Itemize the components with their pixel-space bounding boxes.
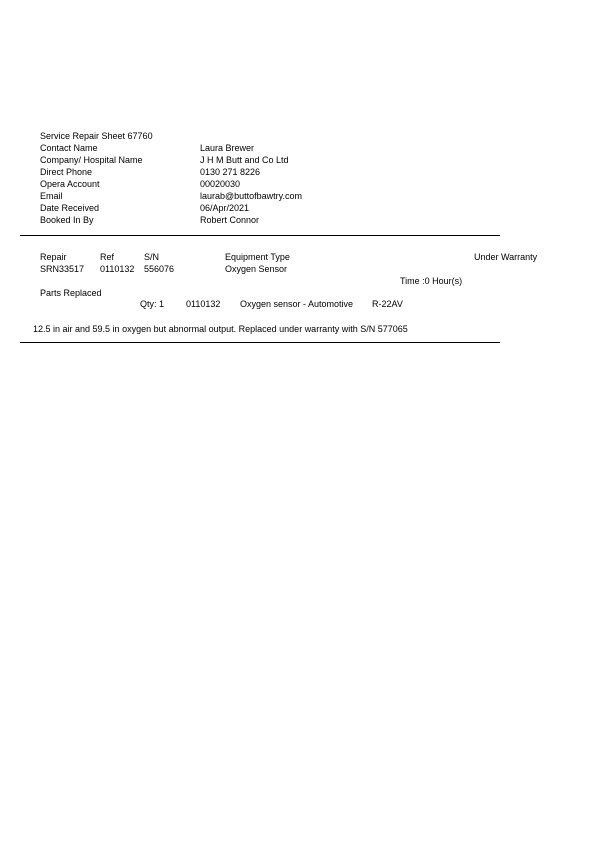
date-received-label: Date Received [40,203,100,213]
contact-name-value: Laura Brewer [200,143,255,153]
ref-header: Ref [100,252,115,262]
repair-header: Repair [40,252,67,262]
booked-in-by-label: Booked In By [40,215,94,225]
repair-value: SRN33517 [40,264,85,274]
parts-replaced-label: Parts Replaced [40,288,102,298]
under-warranty-header: Under Warranty [474,252,538,262]
top-divider [20,235,500,236]
direct-phone-label: Direct Phone [40,167,93,177]
bottom-divider [20,342,500,343]
part-model: R-22AV [372,299,403,309]
repair-notes: 12.5 in air and 59.5 in oxygen but abnormal output. Replaced under warranty with S/N 577065 [33,324,408,334]
company-label: Company/ Hospital Name [40,155,143,165]
part-quantity: Qty: 1 [140,299,165,309]
part-code: 0110132 [186,299,221,309]
booked-in-by-value: Robert Connor [200,215,260,225]
ref-value: 0110132 [100,264,135,274]
opera-account-label: Opera Account [40,179,100,189]
time-spent: Time :0 Hour(s) [400,276,463,286]
email-label: Email [40,191,63,201]
email-value: laurab@buttofbawtry.com [200,191,303,201]
opera-account-value: 00020030 [200,179,241,189]
part-description: Oxygen sensor - Automotive [240,299,354,309]
sn-header: S/N [144,252,160,262]
equipment-type-header: Equipment Type [225,252,290,262]
sheet-title: Service Repair Sheet 67760 [40,131,153,141]
date-received-value: 06/Apr/2021 [200,203,250,213]
direct-phone-value: 0130 271 8226 [200,167,261,177]
equipment-type-value: Oxygen Sensor [225,264,288,274]
sn-value: 556076 [144,264,175,274]
company-value: J H M Butt and Co Ltd [200,155,289,165]
contact-name-label: Contact Name [40,143,98,153]
